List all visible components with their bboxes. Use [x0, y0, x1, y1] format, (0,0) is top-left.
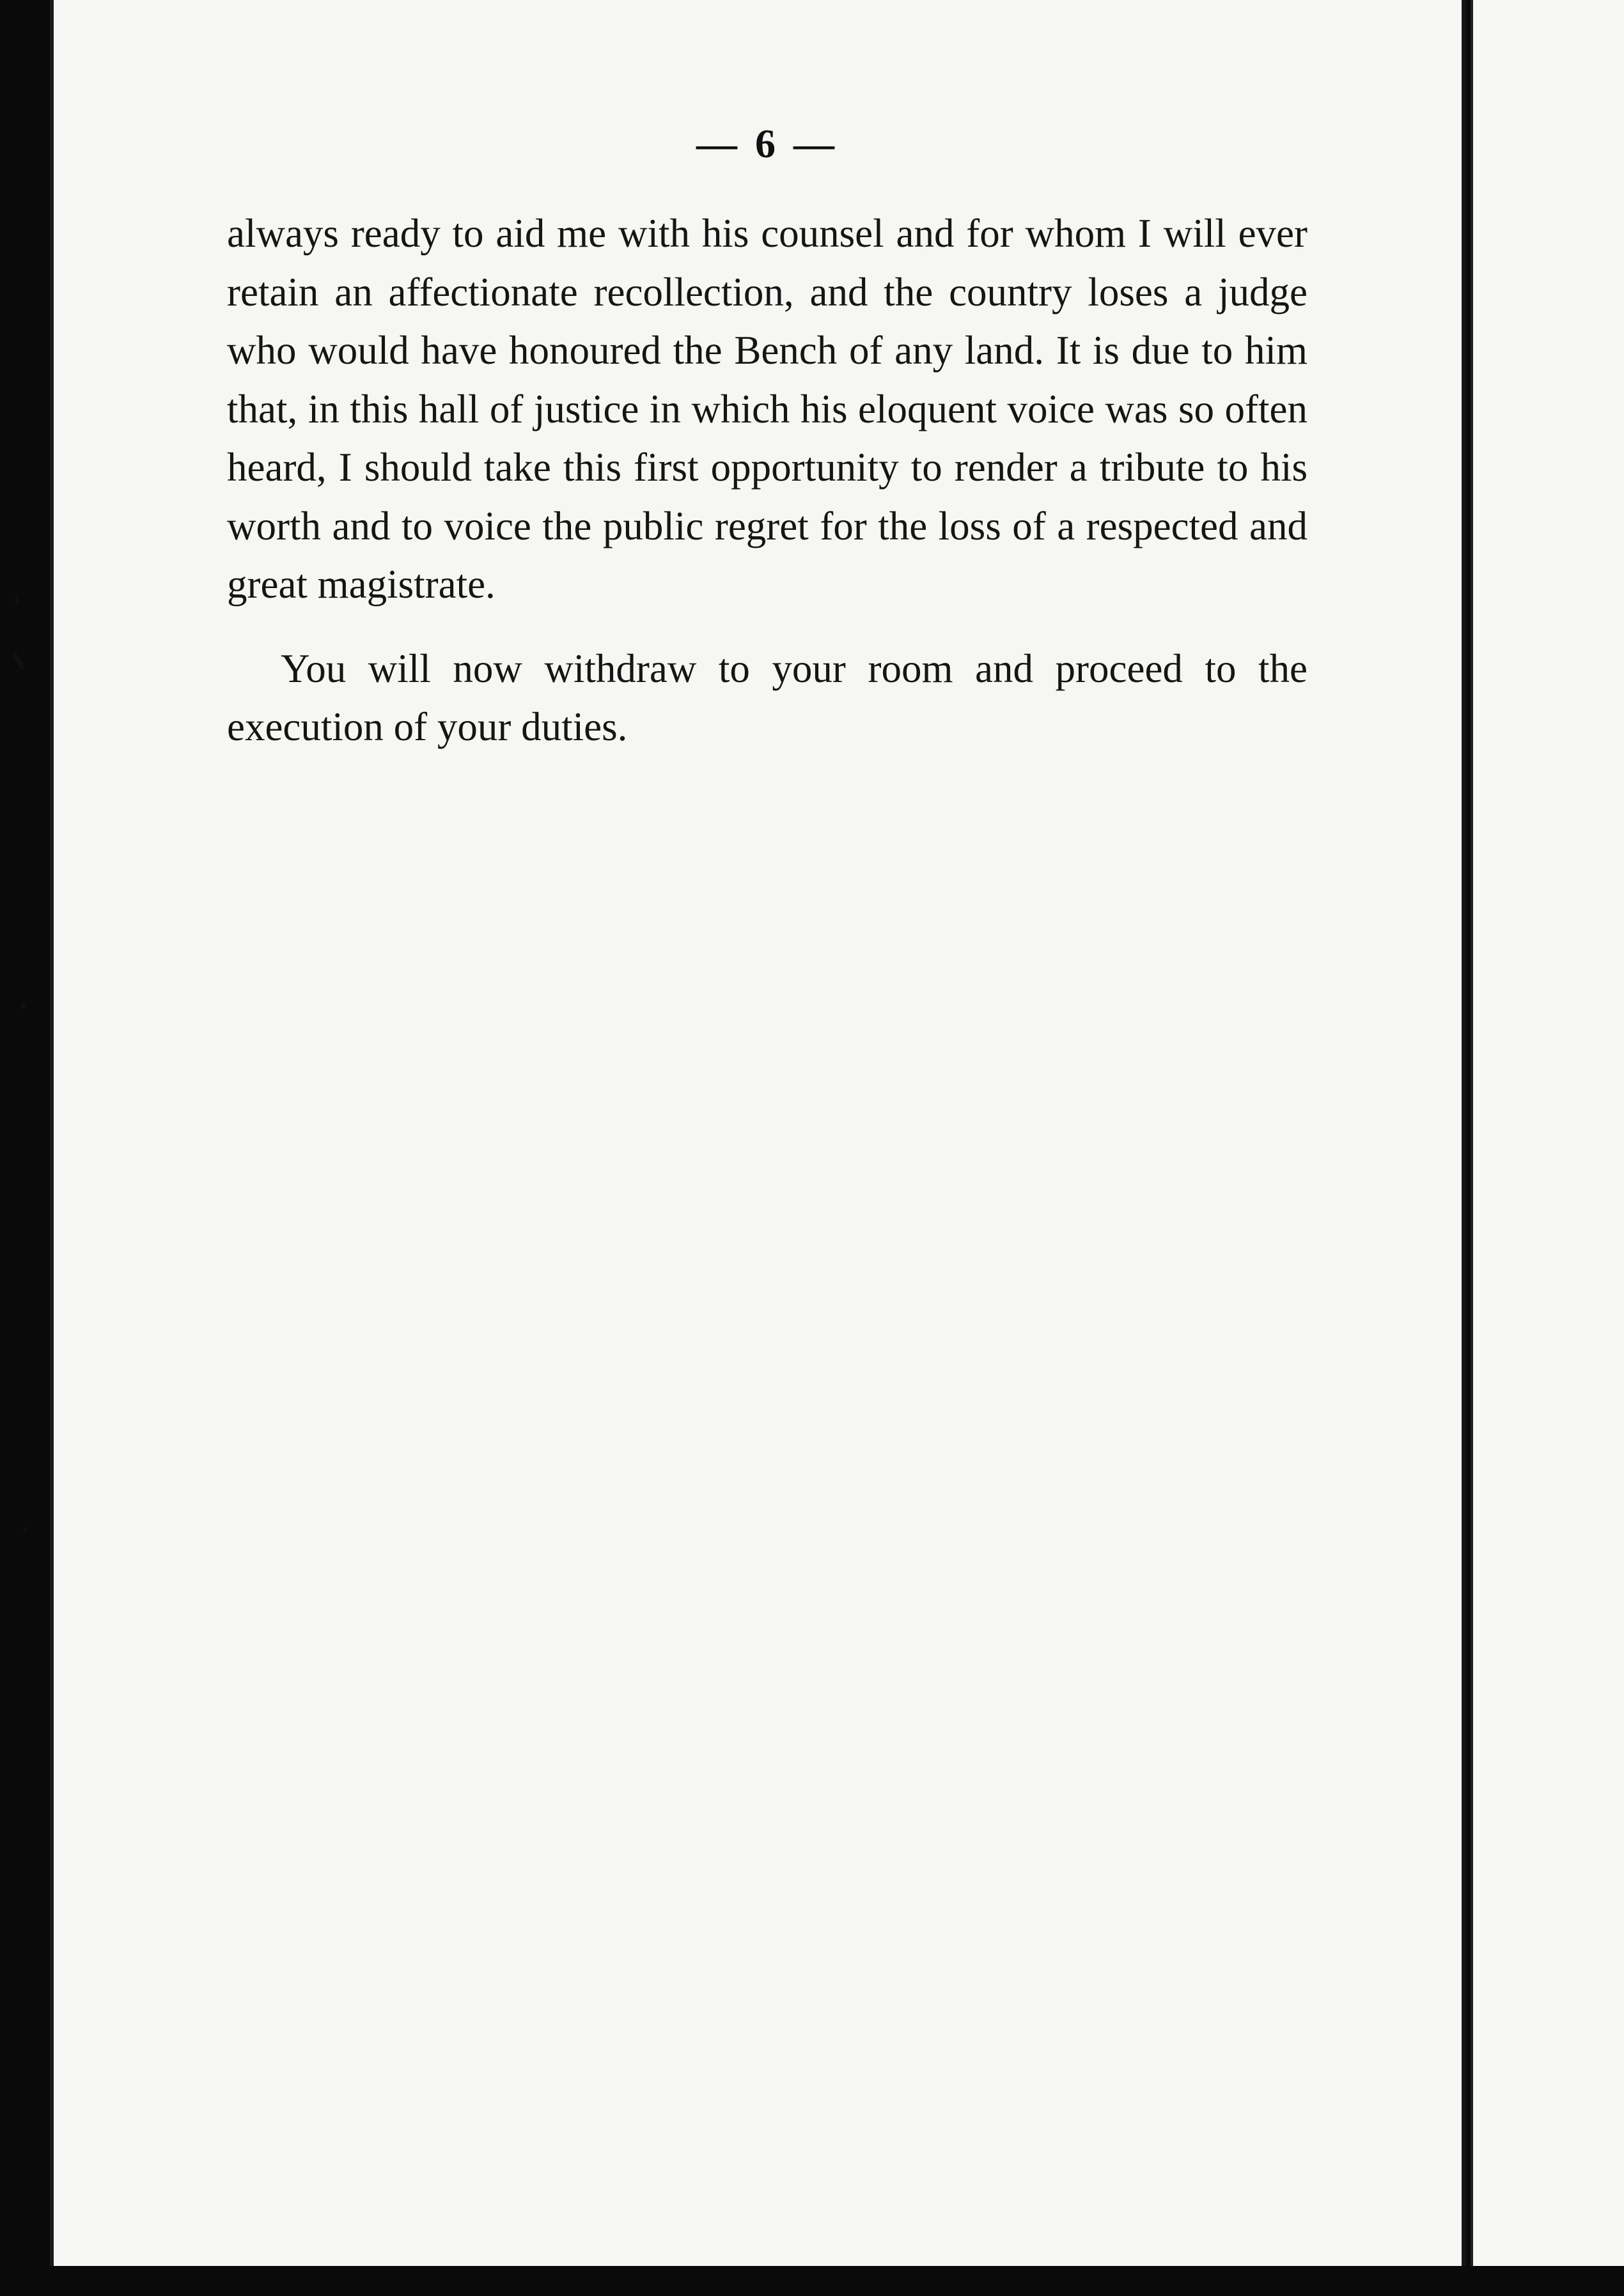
paragraph-2: You will now withdraw to your room and proceed to the execution of your duties.: [227, 646, 1308, 749]
scan-speck: [15, 598, 17, 603]
facing-page-edge: [1471, 0, 1624, 2266]
body-text: [227, 205, 1308, 757]
scan-speck: [23, 1528, 26, 1531]
gutter-shadow: [1462, 0, 1466, 2266]
scan-speck: [12, 652, 24, 669]
page-number: — 6 —: [696, 121, 838, 166]
paragraph-1: always ready to aid me with his counsel and for whom I will ever retain an affectionate recollection, and the country loses a judge who would have honoured the Bench of any land. It is due to him that, in this hall of justice in which his eloquent voice was so often heard, I should take this first opportunity to render a tribute to his worth and to voice the public regret for the loss of a respected and great magistrate.: [227, 211, 1308, 607]
scan-speck: [20, 1004, 26, 1009]
